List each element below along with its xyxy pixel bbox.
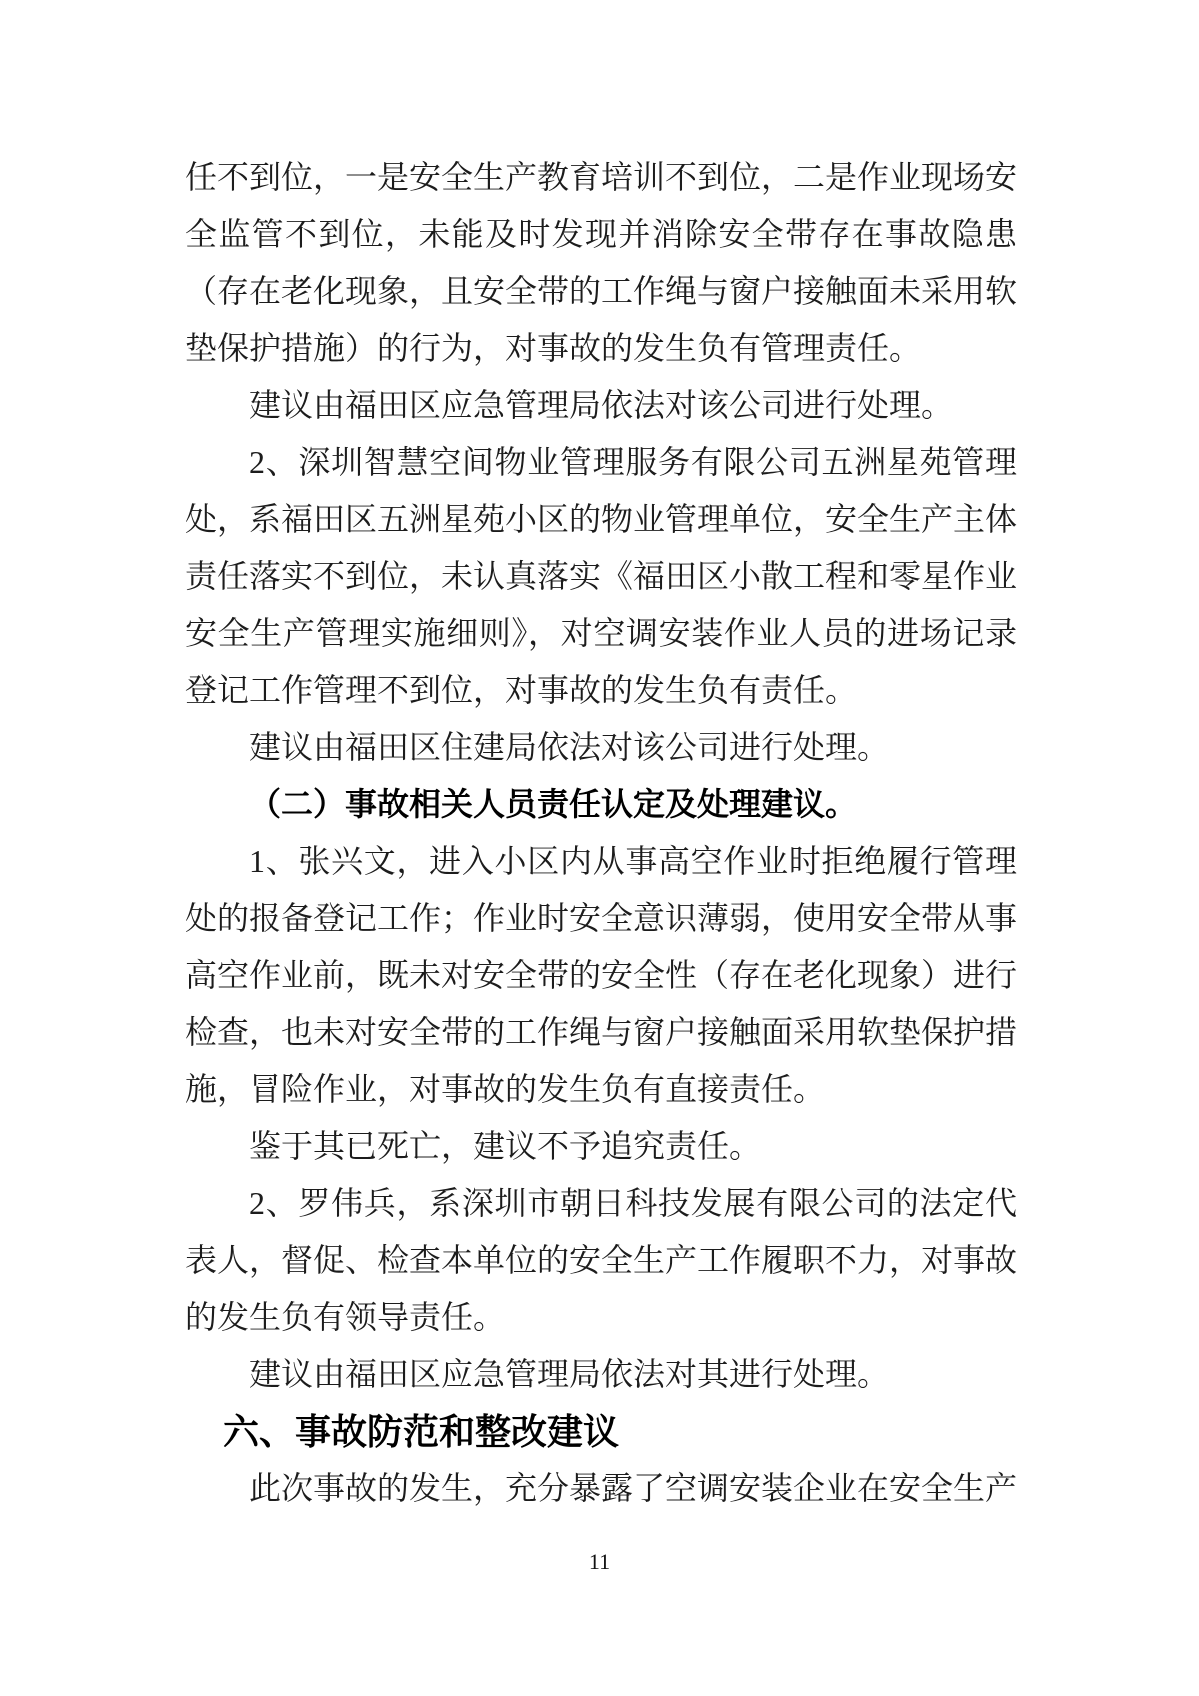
paragraph-no-prosecution: 鉴于其已死亡，建议不予追究责任。 bbox=[249, 1128, 762, 1164]
document-body bbox=[185, 149, 1017, 1517]
paragraph-suggestion-emergency-bureau-2: 建议由福田区应急管理局依法对其进行处理。 bbox=[249, 1356, 890, 1392]
subheading-personnel-responsibility: （二）事故相关人员责任认定及处理建议。 bbox=[249, 786, 858, 822]
paragraph-property-management-company: 2、深圳智慧空间物业管理服务有限公司五洲星苑管理处，系福田区五洲星苑小区的物业管理单位，安全生产主体责任落实不到位，未认真落实《福田区小散工程和零星作业安全生产管理实施细则》，对空调安装作业人员的进场记录登记工作管理不到位，对事故的发生负有责任。 bbox=[185, 444, 1018, 708]
page-number: 11 bbox=[588, 1549, 611, 1574]
paragraph-accident-exposure: 此次事故的发生，充分暴露了空调安装企业在安全生产 bbox=[249, 1470, 1018, 1506]
paragraph-zhang-xingwen: 1、张兴文，进入小区内从事高空作业时拒绝履行管理处的报备登记工作；作业时安全意识薄弱，使用安全带从事高空作业前，既未对安全带的安全性（存在老化现象）进行检查，也未对安全带的工作绳与窗户接触面采用软垫保护措施，冒险作业，对事故的发生负有直接责任。 bbox=[185, 843, 1018, 1107]
heading-chapter-six-prevention: 六、事故防范和整改建议 bbox=[223, 1411, 620, 1452]
paragraph-responsibility-continuation: 任不到位，一是安全生产教育培训不到位，二是作业现场安全监管不到位，未能及时发现并消除安全带存在事故隐患（存在老化现象，且安全带的工作绳与窗户接触面未采用软垫保护措施）的行为，对事故的发生负有管理责任。 bbox=[185, 159, 1018, 366]
paragraph-luo-weibing: 2、罗伟兵，系深圳市朝日科技发展有限公司的法定代表人，督促、检查本单位的安全生产工作履职不力，对事故的发生负有领导责任。 bbox=[185, 1185, 1018, 1335]
paragraph-suggestion-housing-bureau: 建议由福田区住建局依法对该公司进行处理。 bbox=[249, 729, 890, 765]
paragraph-suggestion-emergency-bureau: 建议由福田区应急管理局依法对该公司进行处理。 bbox=[249, 387, 954, 423]
